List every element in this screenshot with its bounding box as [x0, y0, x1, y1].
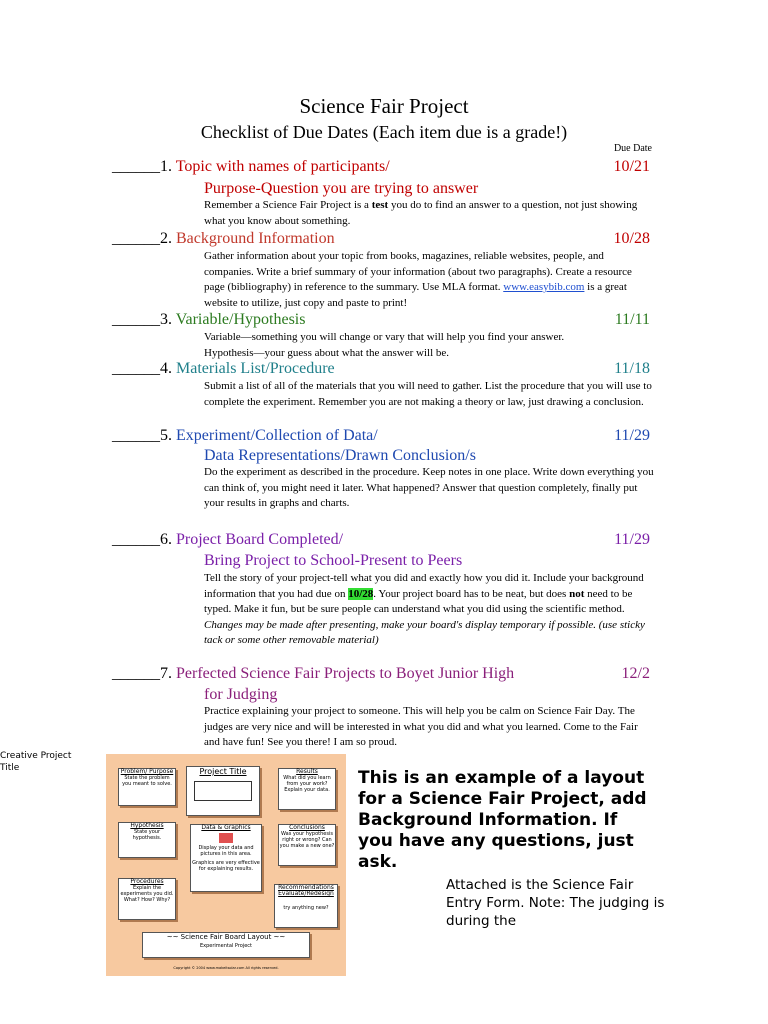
science-fair-board-image	[106, 754, 346, 976]
layout-sub: Experimental Project	[199, 943, 253, 949]
card-title: Recommendations	[278, 884, 334, 891]
hypothesis-card	[118, 822, 176, 858]
layout-label-card	[142, 932, 310, 958]
item-heading: Project Board Completed/	[176, 531, 344, 548]
desc-text: . Your project board has to be neat, but does	[373, 587, 570, 600]
checkbox-blank: ______	[112, 311, 160, 328]
card-subtitle: Evaluate/Redesign	[278, 890, 334, 897]
item-1-due-date: 10/21	[613, 158, 650, 175]
desc-bold: not	[569, 587, 585, 600]
checkbox-blank: ______	[112, 665, 160, 682]
recommendations-card	[274, 884, 338, 928]
checklist-item-1	[112, 158, 390, 176]
item-number: 1.	[160, 158, 172, 175]
card-text: Explain the experiments you did. What? How? Why?	[120, 885, 174, 903]
card-title: Procedures	[130, 878, 164, 885]
desc-line: Variable—something you will change or vary that will help you find your answer.	[204, 331, 565, 343]
item-7-description: Practice explaining your project to someone. This will help you be calm on Science Fair Day. The judges are very nice and will be interested in what you did and what you learned. Come to the Fair and have fun! See you there! I am so proud.	[204, 705, 638, 748]
card-text: try anything new?	[283, 905, 329, 911]
title-box	[194, 781, 252, 801]
item-heading: Variable/Hypothesis	[175, 311, 306, 328]
checkbox-blank: ______	[112, 158, 160, 175]
item-4-description: Submit a list of all of the materials that you will need to gather. List the procedure that you will use to complete the experiment. Remember you are not making a theory or law, just drawing a conclusion.	[204, 380, 652, 408]
side-label: Creative Project Title	[0, 751, 72, 773]
item-7-heading2: for Judging	[204, 686, 278, 703]
item-heading: Materials List/Procedure	[176, 360, 335, 377]
item-heading: Perfected Science Fair Projects to Boyet Junior High	[176, 665, 515, 682]
item-number: 3.	[160, 311, 172, 328]
item-number: 2.	[160, 230, 172, 247]
card-text: State the problem you meant to solve.	[122, 775, 172, 787]
checklist-item-5	[112, 427, 378, 445]
item-number: 5.	[160, 427, 172, 444]
card-title: Problem/ Purpose	[120, 768, 174, 775]
item-1-heading2: Purpose-Question you are trying to answer	[204, 180, 479, 197]
desc-text: Gather information about your topic from books, magazines, reliable websites, people, and companies. Write a brief summary of your information (about two paragraphs). Create a resource page (bibliography) in reference to the summary. Use MLA format.	[204, 250, 632, 293]
highlighted-date: 10/28	[348, 587, 374, 600]
item-number: 4.	[160, 360, 172, 377]
layout-label: ~~ Science Fair Board Layout ~~	[166, 933, 286, 941]
checkbox-blank: ______	[112, 230, 160, 247]
card-text: Display your data and pictures in this area.	[198, 845, 254, 857]
desc-text: you do to find an answer to a question, not just showing what you know about something.	[204, 199, 638, 227]
data-graphics-card	[190, 824, 262, 892]
checkbox-blank: ______	[112, 531, 160, 548]
layout-example-note: This is an example of a layout for a Science Fair Project, add Background Information. If you have any questions, just ask.	[358, 768, 647, 872]
checklist-item-7	[112, 665, 514, 683]
chart-icon	[219, 833, 233, 843]
checklist-item-4	[112, 360, 335, 378]
item-number: 6.	[160, 531, 172, 548]
card-title: Data & Graphics	[201, 824, 251, 831]
card-title: Conclusions	[289, 824, 325, 831]
page-title: Science Fair Project	[299, 94, 469, 118]
checkbox-blank: ______	[112, 427, 160, 444]
item-1-description	[204, 198, 654, 229]
card-title: Results	[296, 768, 318, 775]
conclusions-card	[278, 824, 336, 866]
desc-bold: test	[371, 199, 389, 211]
easybib-link[interactable]: www.easybib.com	[503, 281, 585, 293]
checkbox-blank: ______	[112, 360, 160, 377]
card-text: State your hypothesis.	[132, 829, 162, 841]
item-6-heading2: Bring Project to School-Present to Peers	[204, 552, 463, 569]
item-6-description	[204, 571, 654, 649]
card-text: Graphics are very effective for explaining results.	[192, 860, 260, 872]
desc-text: Remember a Science Fair Project is a	[204, 199, 372, 211]
desc-italic: Changes may be made after presenting, make your board's display temporary if possible. (use sticky tack or some other removable material)	[204, 618, 645, 646]
item-7-due-date: 12/2	[621, 665, 650, 682]
page-subtitle: Checklist of Due Dates (Each item due is a grade!)	[200, 122, 568, 142]
desc-line: Hypothesis—your guess about what the answer will be.	[204, 346, 450, 359]
desc-text: need to be typed. Make it fun, but be sure people can understand what you did using the scientific method.	[204, 587, 633, 615]
procedures-card	[118, 878, 176, 920]
item-6-due-date: 11/29	[614, 531, 650, 548]
card-title: Hypothesis	[130, 822, 164, 829]
due-date-header: Due Date	[613, 143, 652, 154]
item-heading: Experiment/Collection of Data/	[176, 427, 378, 444]
item-heading: Topic with names of participants/	[175, 158, 390, 175]
checklist-item-3	[112, 311, 305, 329]
item-heading: Background Information	[176, 230, 335, 247]
checklist-item-6	[112, 531, 343, 549]
item-4-due-date: 11/18	[614, 360, 650, 377]
item-number: 7.	[160, 665, 172, 682]
item-5-heading2: Data Representations/Drawn Conclusion/s	[204, 447, 476, 464]
board-copyright: Copyright © 2004 www.makeitsolar.com All rights reserved.	[173, 966, 279, 970]
attached-note: Attached is the Science Fair Entry Form. Note: The judging is during the	[446, 877, 665, 929]
item-5-due-date: 11/29	[614, 427, 650, 444]
card-text: Was your hypothesis right or wrong? Can you make a new one?	[279, 831, 335, 849]
desc-text: Tell the story of your project-tell what you did and exactly how you did it. Include your background information that you had due on	[204, 572, 644, 600]
item-5-description: Do the experiment as described in the procedure. Keep notes in one place. Write down everything you can think of, you might need it later. What happened? Answer that question completely, finally put your results in graphs and charts.	[204, 466, 654, 509]
item-3-description	[204, 330, 654, 361]
item-3-due-date: 11/11	[614, 311, 650, 328]
checklist-item-2	[112, 230, 335, 248]
project-title-card	[186, 766, 260, 816]
item-2-description	[204, 249, 654, 311]
card-title: Project Title	[199, 767, 247, 776]
desc-text: is a great website to utilize, just copy and paste to print!	[204, 281, 627, 309]
problem-card	[118, 768, 176, 806]
results-card	[278, 768, 336, 810]
item-2-due-date: 10/28	[613, 230, 650, 247]
card-text: What did you learn from your work? Explain your data.	[283, 775, 331, 793]
